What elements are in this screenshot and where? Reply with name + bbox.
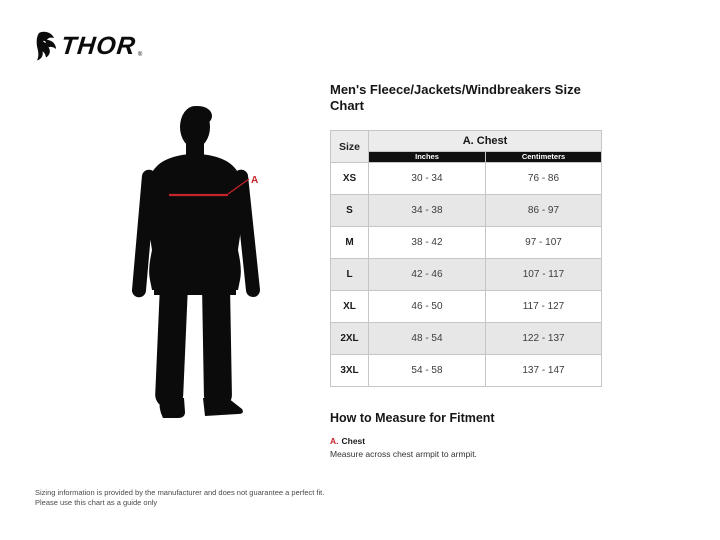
table-row	[331, 323, 602, 355]
inches-value: 30 - 34	[369, 163, 486, 195]
size-label: XS	[331, 163, 369, 195]
centimeters-value: 107 - 117	[486, 259, 602, 291]
brand-wordmark: THOR	[59, 31, 138, 60]
centimeters-value: 137 - 147	[486, 355, 602, 387]
inches-value: 54 - 58	[369, 355, 486, 387]
measure-description: Measure across chest armpit to armpit.	[330, 449, 477, 459]
size-label: S	[331, 195, 369, 227]
centimeters-value: 117 - 127	[486, 291, 602, 323]
disclaimer-line-2: Please use this chart as a guide only	[35, 498, 158, 507]
measure-key-label: Chest	[341, 436, 366, 446]
table-row	[331, 195, 602, 227]
column-header-size: Size	[331, 131, 369, 163]
column-header-centimeters: Centimeters	[486, 152, 602, 163]
size-label: XL	[331, 291, 369, 323]
disclaimer-line-1: Sizing information is provided by the manufacturer and does not guarantee a perfect fit.	[35, 488, 325, 497]
table-row	[331, 291, 602, 323]
size-chart-table	[330, 130, 602, 387]
chest-marker-label: A	[251, 175, 259, 186]
centimeters-value: 122 - 137	[486, 323, 602, 355]
centimeters-value: 97 - 107	[486, 227, 602, 259]
brand-logo	[35, 31, 142, 61]
column-header-chest: A. Chest	[369, 131, 602, 152]
measure-key-line	[330, 436, 601, 446]
trademark-symbol: ®	[137, 52, 143, 58]
size-chart-panel	[330, 82, 601, 459]
inches-value: 34 - 38	[369, 195, 486, 227]
size-label: 2XL	[331, 323, 369, 355]
table-row	[331, 163, 602, 195]
table-row	[331, 355, 602, 387]
measure-key-letter: A.	[330, 436, 339, 446]
size-label: 3XL	[331, 355, 369, 387]
measurement-diagram	[100, 80, 340, 440]
measure-guide-item	[330, 436, 601, 459]
table-row	[331, 259, 602, 291]
centimeters-value: 76 - 86	[486, 163, 602, 195]
size-chart-title: Men's Fleece/Jackets/Windbreakers Size Chart	[330, 82, 581, 113]
inches-value: 42 - 46	[369, 259, 486, 291]
column-header-inches: Inches	[369, 152, 486, 163]
disclaimer	[35, 488, 324, 508]
body-silhouette-graphic	[100, 80, 340, 440]
size-label: M	[331, 227, 369, 259]
inches-value: 46 - 50	[369, 291, 486, 323]
size-label: L	[331, 259, 369, 291]
table-row	[331, 227, 602, 259]
inches-value: 48 - 54	[369, 323, 486, 355]
measure-guide-heading: How to Measure for Fitment	[330, 411, 495, 425]
centimeters-value: 86 - 97	[486, 195, 602, 227]
inches-value: 38 - 42	[369, 227, 486, 259]
thor-helmet-icon	[35, 31, 59, 61]
